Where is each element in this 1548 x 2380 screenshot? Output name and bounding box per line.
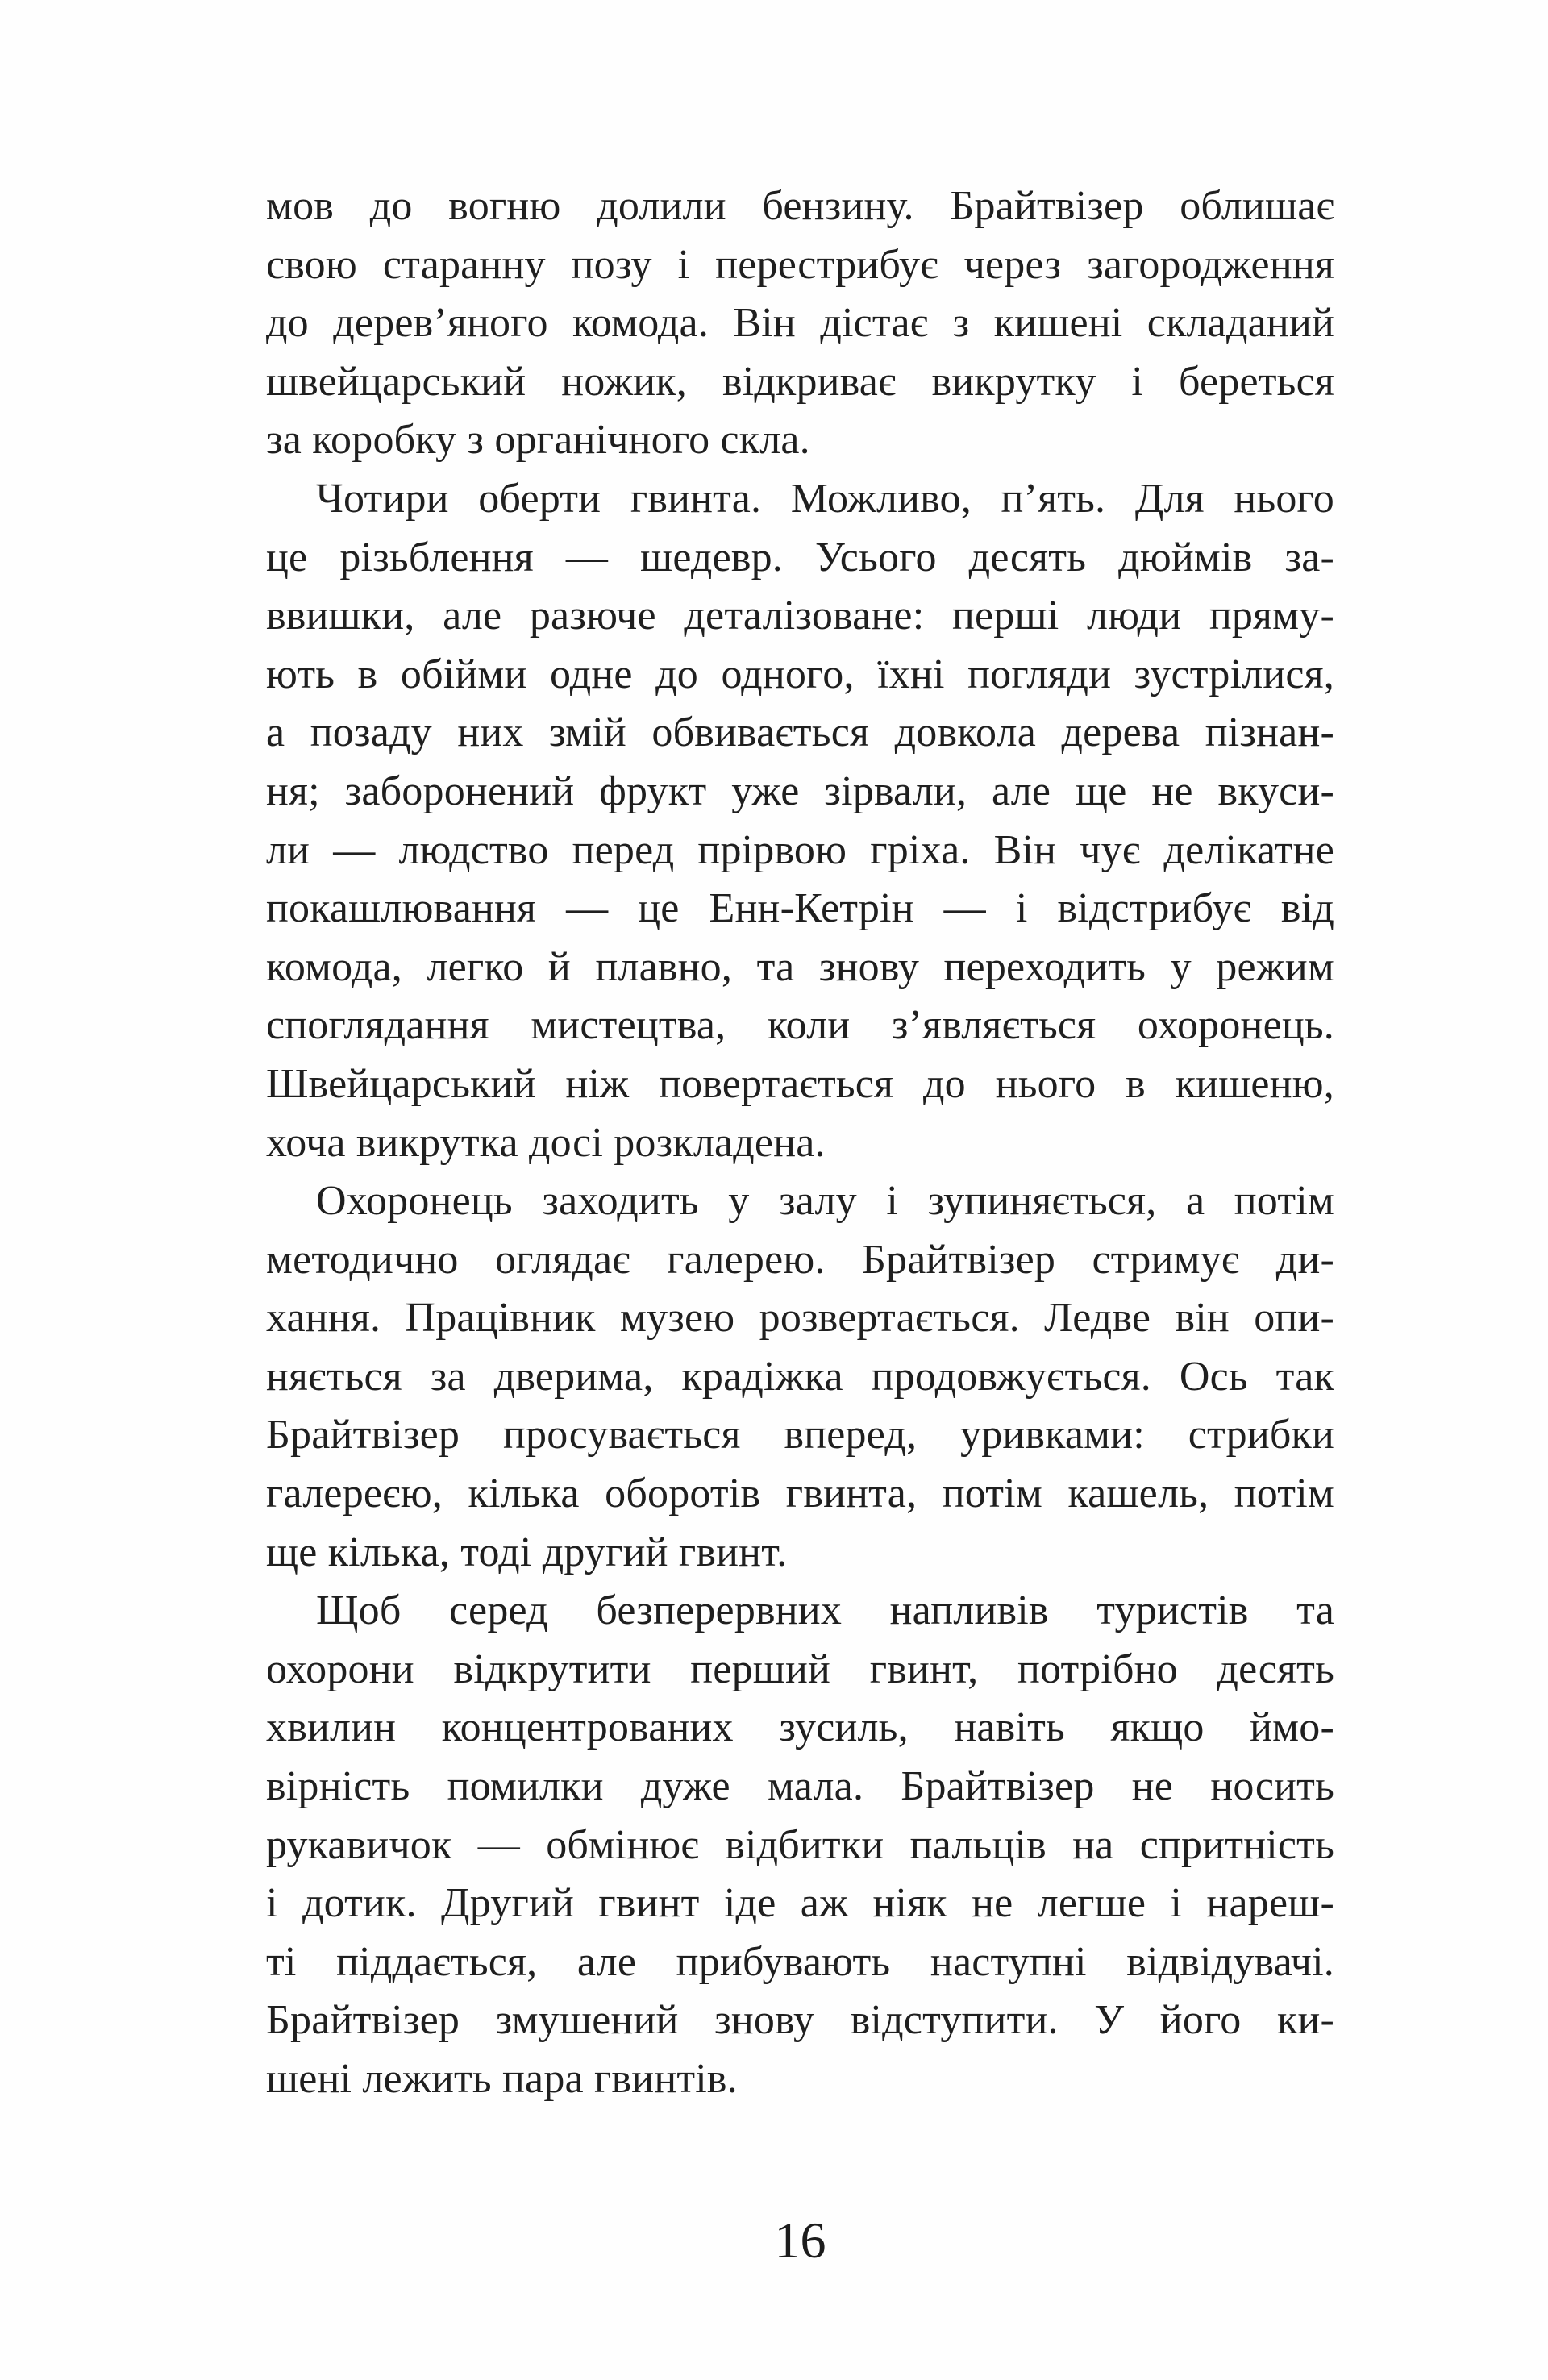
text-line: рукавичок — обмінює відбитки пальців на спритність xyxy=(266,1821,1334,1868)
text-line: Охоронець заходить у залу і зупиняється, а потім xyxy=(316,1178,1334,1225)
text-line: ввишки, але разюче деталізоване: перші люди пряму- xyxy=(266,593,1334,639)
text-line: і дотик. Другий гвинт іде аж ніяк не легше і нареш- xyxy=(266,1880,1334,1927)
text-line: а позаду них змій обвивається довкола дерева пізнан- xyxy=(266,709,1334,756)
text-line: ють в обійми одне до одного, їхні погляди зустрілися, xyxy=(266,651,1334,697)
text-line: ще кілька, тоді другий гвинт. xyxy=(266,1529,788,1575)
text-line: Чотири оберти гвинта. Можливо, п’ять. Для нього xyxy=(316,475,1334,522)
text-line: хвилин концентрованих зусиль, навіть якщо ймо- xyxy=(266,1704,1334,1751)
text-line: мов до вогню долили бензину. Брайтвізер облишає xyxy=(266,183,1334,229)
page-number: 16 xyxy=(774,2211,826,2269)
text-line: Брайтвізер змушений знову відступити. У його ки- xyxy=(266,1997,1334,2044)
text-line: за коробку з органічного скла. xyxy=(266,417,810,464)
text-line: швейцарський ножик, відкриває викрутку і береться xyxy=(266,358,1334,405)
text-line: Брайтвізер просувається вперед, уривками: стрибки xyxy=(266,1412,1334,1458)
text-line: до дерев’яного комода. Він дістає з кишені складаний xyxy=(266,300,1334,347)
text-block xyxy=(266,177,1334,2109)
text-line: ті піддається, але прибувають наступні відвідувачі. xyxy=(266,1938,1334,1985)
text-line: хоча викрутка досі розкладена. xyxy=(266,1119,826,1166)
text-line: Щоб серед безперервних напливів туристів та xyxy=(316,1587,1334,1634)
text-line: галереєю, кілька оборотів гвинта, потім кашель, потім xyxy=(266,1471,1334,1517)
text-line: споглядання мистецтва, коли з’являється охоронець. xyxy=(266,1002,1334,1049)
text-line: Швейцарський ніж повертається до нього в кишеню, xyxy=(266,1060,1334,1107)
text-line: шені лежить пара гвинтів. xyxy=(266,2056,738,2102)
text-line: ли — людство перед прірвою гріха. Він чує делікатне xyxy=(266,826,1334,873)
text-line: комода, легко й плавно, та знову переходить у режим xyxy=(266,943,1334,990)
paragraph xyxy=(266,1582,1334,2108)
text-line: це різьблення — шедевр. Усього десять дюймів за- xyxy=(266,534,1334,580)
text-line: хання. Працівник музею розвертається. Ледве він опи- xyxy=(266,1295,1334,1342)
text-line: покашлювання — це Енн-Кетрін — і відстрибує від xyxy=(266,885,1334,932)
text-line: свою старанну позу і перестрибує через загородження xyxy=(266,241,1334,288)
paragraph xyxy=(266,1172,1334,1582)
text-line: охорони відкрутити перший гвинт, потрібно десять xyxy=(266,1646,1334,1692)
text-line: методично оглядає галерею. Брайтвізер стримує ди- xyxy=(266,1236,1334,1283)
text-line: ня; заборонений фрукт уже зірвали, але ще не вкуси- xyxy=(266,768,1334,814)
text-line: вірність помилки дуже мала. Брайтвізер не носить xyxy=(266,1763,1334,1810)
text-line: няється за дверима, крадіжка продовжується. Ось так xyxy=(266,1353,1334,1400)
paragraph xyxy=(266,470,1334,1172)
paragraph xyxy=(266,177,1334,470)
